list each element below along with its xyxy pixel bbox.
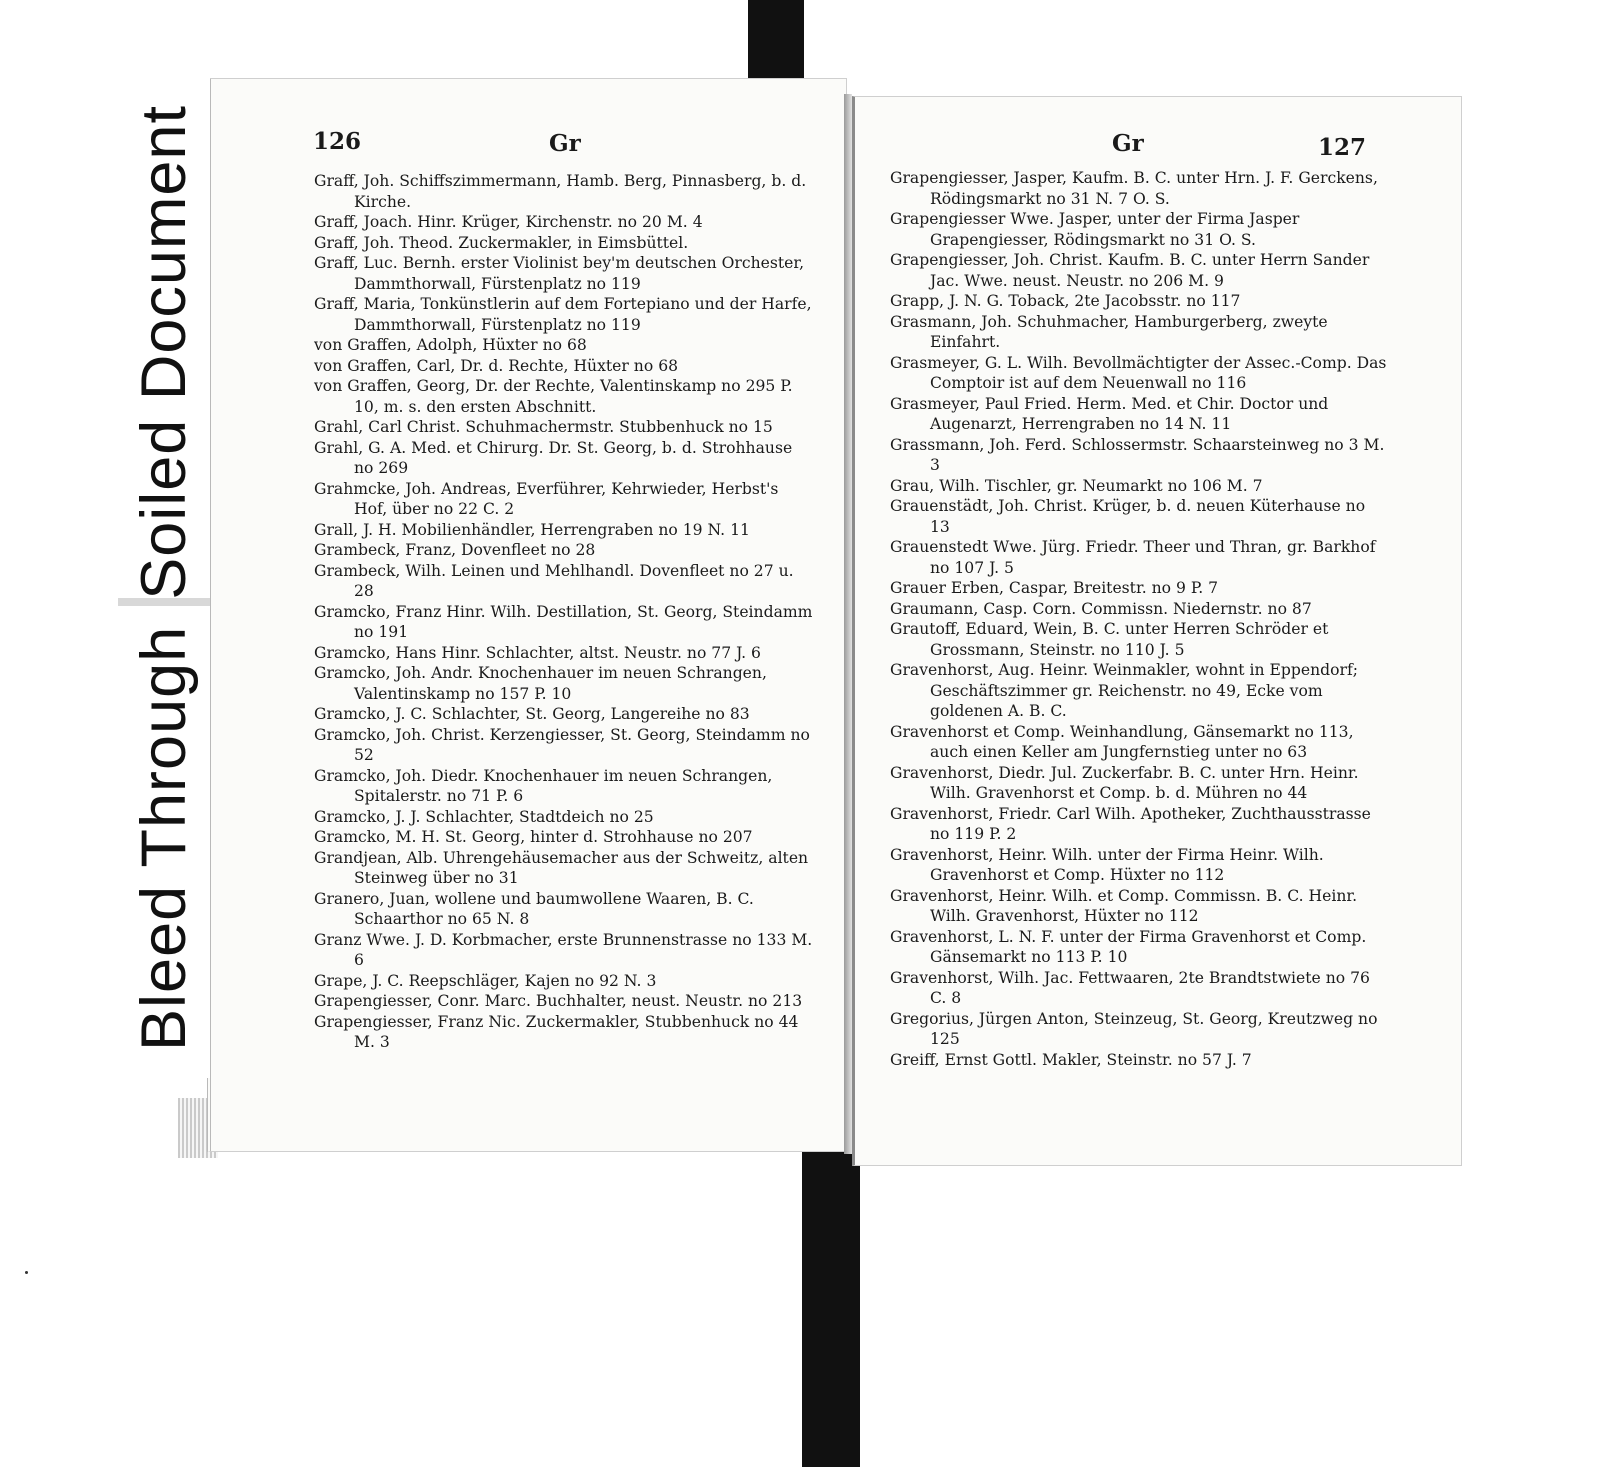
book-gutter [844,94,852,1154]
right-page-number: 127 [1318,134,1367,161]
directory-entry: Grapengiesser, Conr. Marc. Buchhalter, neust. Neustr. no 213 [314,992,803,1010]
directory-entry: Gravenhorst, Aug. Heinr. Weinmakler, wohnt in Eppendorf; Geschäftszimmer gr. Reichenstr. no 49, Ecke vom goldenen A. B. C. [890,661,1358,720]
directory-entry: Gramcko, Joh. Andr. Knochenhauer im neuen Schrangen, Valentinskamp no 157 P. 10 [314,664,767,703]
directory-entry: Greiff, Ernst Gottl. Makler, Steinstr. no 57 J. 7 [890,1050,1252,1069]
directory-entry: Graff, Joh. Theod. Zuckermakler, in Eimsbüttel. [314,233,689,252]
directory-entry: Gravenhorst, Diedr. Jul. Zuckerfabr. B. C. unter Hrn. Heinr. Wilh. Gravenhorst et Comp. b. d. Mühren no 44 [890,763,1359,802]
directory-entry: Gravenhorst, Wilh. Jac. Fettwaaren, 2te Brandtstwiete no 76 C. 8 [890,968,1370,1007]
directory-entry: Grambeck, Franz, Dovenfleet no 28 [314,541,596,559]
directory-entry: Gramcko, J. C. Schlachter, St. Georg, Langereihe no 83 [314,705,750,723]
directory-entry: Graff, Joh. Schiffszimmermann, Hamb. Berg, Pinnasberg, b. d. Kirche. [314,172,807,211]
directory-entry: Gravenhorst et Comp. Weinhandlung, Gänsemarkt no 113, auch einen Keller am Jungfernstieg unter no 63 [890,722,1354,761]
directory-entry: Grapengiesser, Jasper, Kaufm. B. C. unter Hrn. J. F. Gerckens, Rödingsmarkt no 31 N. 7 O. S. [890,169,1378,208]
directory-entry: Grambeck, Wilh. Leinen und Mehlhandl. Dovenfleet no 27 u. 28 [314,561,794,600]
directory-entry: Gramcko, Franz Hinr. Wilh. Destillation, St. Georg, Steindamm no 191 [314,602,813,641]
directory-entry: Grauenstädt, Joh. Christ. Krüger, b. d. neuen Küterhause no 13 [890,497,1366,536]
directory-entry: Gramcko, Hans Hinr. Schlachter, altst. Neustr. no 77 J. 6 [314,643,761,662]
directory-entry: Grahmcke, Joh. Andreas, Everführer, Kehrwieder, Herbst's Hof, über no 22 C. 2 [314,479,779,518]
directory-entry: Gramcko, Joh. Diedr. Knochenhauer im neuen Schrangen, Spitalerstr. no 71 P. 6 [314,766,773,805]
directory-entry: Granero, Juan, wollene und baumwollene Waaren, B. C. Schaarthor no 65 N. 8 [314,889,754,928]
directory-entry: Grasmeyer, Paul Fried. Herm. Med. et Chir. Doctor und Augenarzt, Herrengraben no 14 N. 11 [890,394,1329,433]
directory-entry: Grapengiesser, Franz Nic. Zuckermakler, Stubbenhuck no 44 M. 3 [314,1012,799,1051]
directory-entry: Grahl, Carl Christ. Schuhmachermstr. Stubbenhuck no 15 [314,418,773,436]
label-part1: Bleed Through [129,625,199,1051]
directory-entry: Grahl, G. A. Med. et Chirurg. Dr. St. Georg, b. d. Strohhause no 269 [314,438,793,477]
directory-entry: Gramcko, J. J. Schlachter, Stadtdeich no 25 [314,807,654,826]
directory-entry: Gravenhorst, Heinr. Wilh. unter der Firma Heinr. Wilh. Gravenhorst et Comp. Hüxter no 112 [890,845,1324,884]
directory-entry: Gravenhorst, L. N. F. unter der Firma Gravenhorst et Comp. Gänsemarkt no 113 P. 10 [890,927,1367,966]
speck [25,1271,28,1274]
directory-entry: Grauer Erben, Caspar, Breitestr. no 9 P. 7 [890,579,1219,597]
directory-entry: Graff, Joach. Hinr. Krüger, Kirchenstr. no 20 M. 4 [314,213,703,231]
directory-entry: Graumann, Casp. Corn. Commissn. Niedernstr. no 87 [890,599,1312,618]
directory-entry: Grall, J. H. Mobilienhändler, Herrengraben no 19 N. 11 [314,520,750,539]
directory-entry: Gramcko, M. H. St. Georg, hinter d. Strohhause no 207 [314,828,753,846]
directory-entry: Grapp, J. N. G. Toback, 2te Jacobsstr. no 117 [890,292,1241,310]
directory-entry: Granz Wwe. J. D. Korbmacher, erste Brunnenstrasse no 133 M. 6 [314,930,813,969]
directory-entry: Grapengiesser, Joh. Christ. Kaufm. B. C. unter Herrn Sander Jac. Wwe. neust. Neustr. no 206 M. 9 [890,251,1370,290]
directory-entry: Gramcko, Joh. Christ. Kerzengiesser, St. Georg, Steindamm no 52 [314,725,810,764]
left-page-number: 126 [313,128,362,155]
directory-entry: Grasmann, Joh. Schuhmacher, Hamburgerberg, zweyte Einfahrt. [890,312,1328,351]
directory-entry: von Graffen, Carl, Dr. d. Rechte, Hüxter no 68 [314,356,679,375]
directory-entry: Gregorius, Jürgen Anton, Steinzeug, St. Georg, Kreutzweg no 125 [890,1009,1378,1048]
directory-entry: Gravenhorst, Heinr. Wilh. et Comp. Commissn. B. C. Heinr. Wilh. Gravenhorst, Hüxter no 112 [890,886,1358,925]
directory-entry: Grau, Wilh. Tischler, gr. Neumarkt no 106 M. 7 [890,476,1263,495]
directory-entry: von Graffen, Adolph, Hüxter no 68 [314,336,587,354]
degradation-label [128,105,200,1051]
directory-entry: Grauenstedt Wwe. Jürg. Friedr. Theer und Thran, gr. Barkhof no 107 J. 5 [890,538,1376,577]
directory-entry: Graff, Luc. Bernh. erster Violinist bey'm deutschen Orchester, Dammthorwall, Fürstenplatz no 119 [314,254,805,293]
right-running-head: Gr [1112,130,1144,157]
right-entry-list [890,168,1388,1070]
directory-entry: Grapengiesser Wwe. Jasper, unter der Firma Jasper Grapengiesser, Rödingsmarkt no 31 O. S. [890,210,1300,249]
directory-entry: Gravenhorst, Friedr. Carl Wilh. Apotheker, Zuchthausstrasse no 119 P. 2 [890,804,1371,843]
directory-entry: Grautoff, Eduard, Wein, B. C. unter Herren Schröder et Grossmann, Steinstr. no 110 J. 5 [890,620,1329,659]
directory-entry: Grape, J. C. Reepschläger, Kajen no 92 N. 3 [314,971,657,990]
directory-entry: Graff, Maria, Tonkünstlerin auf dem Fortepiano und der Harfe, Dammthorwall, Fürstenplatz no 119 [314,295,812,334]
binding-strip-bottom [802,1150,860,1467]
directory-entry: Grasmeyer, G. L. Wilh. Bevollmächtigter der Assec.-Comp. Das Comptoir ist auf dem Neuenwall no 116 [890,353,1387,392]
label-part2: Soiled Document [129,105,199,600]
directory-entry: Grandjean, Alb. Uhrengehäusemacher aus der Schweitz, alten Steinweg über no 31 [314,848,809,887]
directory-entry: von Graffen, Georg, Dr. der Rechte, Valentinskamp no 295 P. 10, m. s. den ersten Abschnitt. [314,377,793,416]
directory-entry: Grassmann, Joh. Ferd. Schlossermstr. Schaarsteinweg no 3 M. 3 [890,435,1385,474]
left-entry-list [314,171,814,1053]
left-running-head: Gr [549,130,581,157]
